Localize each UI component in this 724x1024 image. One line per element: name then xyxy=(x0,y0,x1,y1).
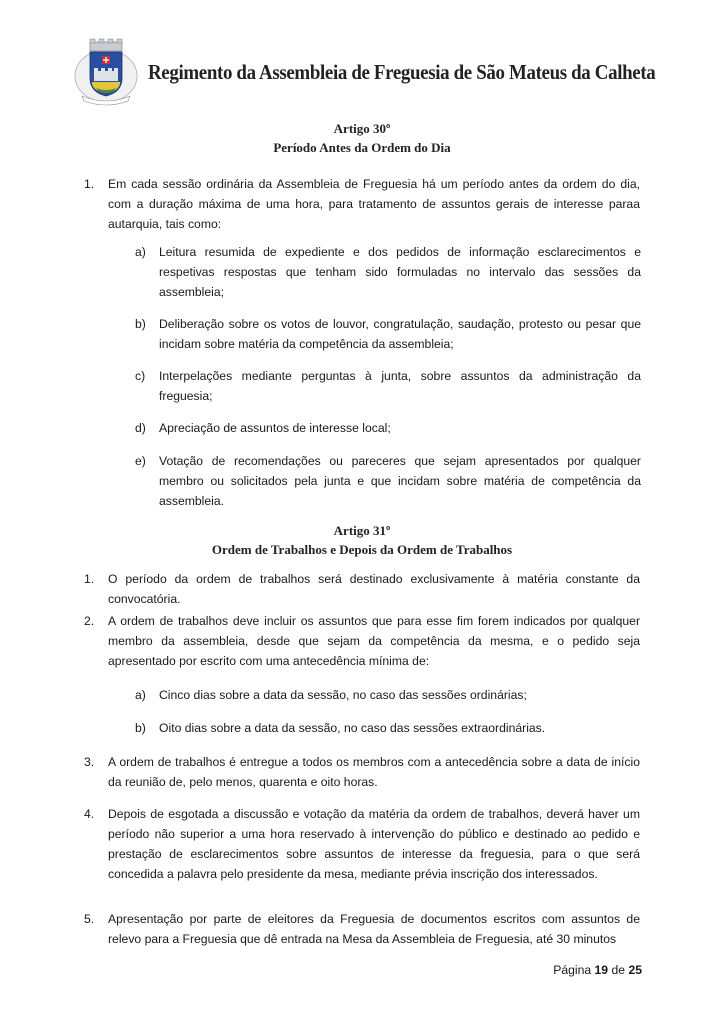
sub-list-item xyxy=(135,685,641,705)
coat-of-arms-icon xyxy=(72,38,140,106)
sub-list-item xyxy=(135,242,641,302)
sub-list-item xyxy=(135,366,641,406)
item-number: 3. xyxy=(84,755,95,769)
of-label: de xyxy=(611,963,626,977)
sub-list-item xyxy=(135,718,641,738)
article-number: Artigo 30º xyxy=(333,121,391,136)
sub-list-item xyxy=(135,418,641,438)
item-text: Apresentação por parte de eleitores da Freguesia de documentos escritos com assuntos de relevo para a Freguesia que dê entrada na Mesa da Assembleia de Freguesia, até 30 minutos xyxy=(108,912,640,946)
item-number: 5. xyxy=(84,912,95,926)
list-item xyxy=(84,752,640,792)
list-item xyxy=(84,909,640,949)
item-number: 1. xyxy=(84,572,95,586)
page-label: Página xyxy=(553,963,592,977)
article-title: Ordem de Trabalhos e Depois da Ordem de Trabalhos xyxy=(211,542,513,557)
item-text: Depois de esgotada a discussão e votação da matéria da ordem de trabalhos, deverá haver um período não superior a uma hora reservado à intervenção do público e destinado ao pedido e prestação de esclarecimentos sobre assuntos de interesse da freguesia, para o que será concedida a palavra pelo presidente da mesa, mediante prévia inscrição dos interessados. xyxy=(108,807,640,881)
list-item xyxy=(84,569,640,609)
item-letter: a) xyxy=(135,688,146,702)
item-text: Votação de recomendações ou pareceres que sejam apresentados por qualquer membro ou solicitados pela junta e que incidam sobre matéria de competência da assembleia. xyxy=(159,454,641,508)
item-text: Cinco dias sobre a data da sessão, no caso das sessões ordinárias; xyxy=(159,688,527,702)
document-header-title: Regimento da Assembleia de Freguesia de São Mateus da Calheta xyxy=(148,60,656,84)
item-number: 2. xyxy=(84,614,95,628)
list-item xyxy=(84,174,640,234)
article-title: Período Antes da Ordem do Dia xyxy=(273,140,451,155)
item-letter: c) xyxy=(135,369,146,383)
list-item xyxy=(84,804,640,884)
article-number: Artigo 31º xyxy=(333,523,391,538)
item-text: A ordem de trabalhos é entregue a todos os membros com a antecedência sobre a data de início da reunião de, pelo menos, quarenta e oito horas. xyxy=(108,755,640,789)
item-text: Apreciação de assuntos de interesse local; xyxy=(159,421,391,435)
item-text: Deliberação sobre os votos de louvor, congratulação, saudação, protesto ou pesar que incidam sobre matéria da competência da assembleia; xyxy=(159,317,641,351)
item-number: 1. xyxy=(84,177,95,191)
item-text: Interpelações mediante perguntas à junta, sobre assuntos da administração da freguesia; xyxy=(159,369,641,403)
list-item xyxy=(84,611,640,671)
current-page: 19 xyxy=(594,963,609,977)
item-number: 4. xyxy=(84,807,95,821)
item-letter: e) xyxy=(135,454,146,468)
sub-list-item xyxy=(135,451,641,511)
sub-list-item xyxy=(135,314,641,354)
item-text: A ordem de trabalhos deve incluir os assuntos que para esse fim forem indicados por qualquer membro da assembleia, desde que sejam da competência da mesma, e o pedido seja apresentado por escrito com uma antecedência mínima de: xyxy=(108,614,640,668)
item-letter: b) xyxy=(135,721,146,735)
item-text: Em cada sessão ordinária da Assembleia de Freguesia há um período antes da ordem do dia, com a duração máxima de uma hora, para tratamento de assuntos gerais de interesse paraa autarquia, tais como: xyxy=(108,177,640,231)
item-text: Leitura resumida de expediente e dos pedidos de informação esclarecimentos e respetivas respostas que tenham sido formuladas no intervalo das sessões da assembleia; xyxy=(159,245,641,299)
page-header xyxy=(72,38,656,108)
item-letter: b) xyxy=(135,317,146,331)
item-letter: a) xyxy=(135,245,146,259)
article-heading xyxy=(80,119,644,157)
article-heading xyxy=(80,521,644,559)
item-letter: d) xyxy=(135,421,146,435)
item-text: O período da ordem de trabalhos será destinado exclusivamente à matéria constante da convocatória. xyxy=(108,572,640,606)
total-pages: 25 xyxy=(628,963,642,977)
item-text: Oito dias sobre a data da sessão, no caso das sessões extraordinárias. xyxy=(159,721,546,735)
page-number xyxy=(553,963,642,977)
